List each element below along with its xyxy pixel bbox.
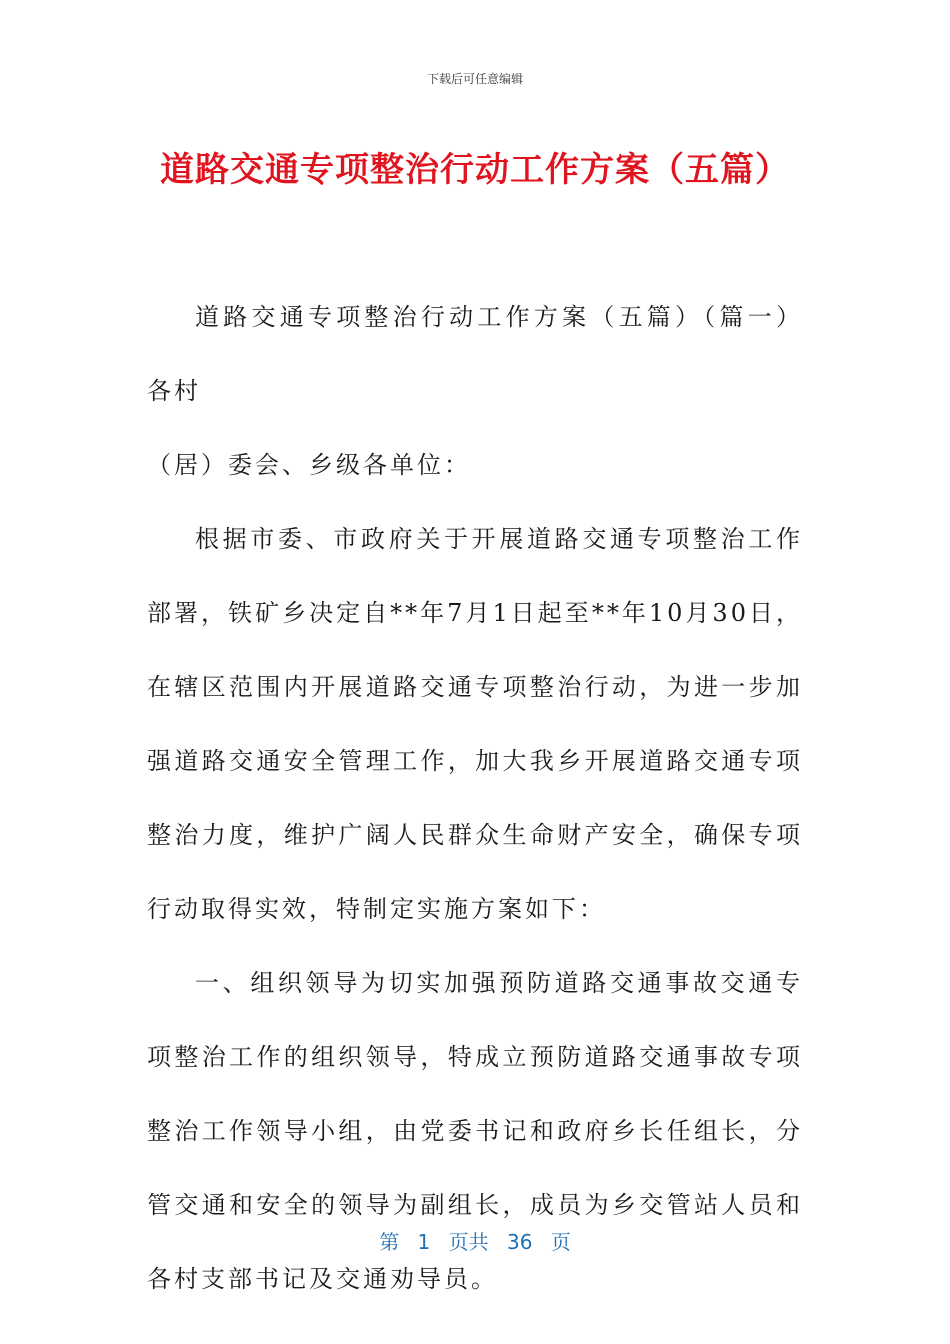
paragraph-background: 根据市委、市政府关于开展道路交通专项整治工作部署，铁矿乡决定自**年7月1日起至**年10月30日，在辖区范围内开展道路交通专项整治行动，为进一步加强道路交通安全管理工作，加大我乡开展道路交通专项整治力度，维护广阔人民群众生命财产安全，确保专项行动取得实效，特制定实施方案如下： — [147, 525, 803, 923]
footer-label-middle: 页共 — [448, 1230, 489, 1254]
paragraph-addressee: （居）委会、乡级各单位： — [147, 451, 471, 479]
page-footer — [0, 1226, 950, 1255]
document-body — [147, 280, 803, 1316]
header-note: 下载后可任意编辑 — [426, 72, 523, 86]
paragraph-organization: 一、组织领导为切实加强预防道路交通事故交通专项整治工作的组织领导，特成立预防道路交通事故专项整治工作领导小组，由党委书记和政府乡长任组长，分管交通和安全的领导为副组长，成员为乡交管站人员和各村支部书记及交通劝导员。 — [147, 969, 803, 1293]
footer-current-page: 1 — [417, 1230, 431, 1254]
paragraph-intro: 道路交通专项整治行动工作方案（五篇）（篇一）各村 — [147, 303, 803, 405]
footer-total-pages: 36 — [507, 1230, 533, 1254]
document-title: 道路交通专项整治行动工作方案（五篇） — [160, 150, 790, 190]
footer-label-suffix: 页 — [550, 1230, 571, 1254]
footer-label-prefix: 第 — [379, 1230, 400, 1254]
